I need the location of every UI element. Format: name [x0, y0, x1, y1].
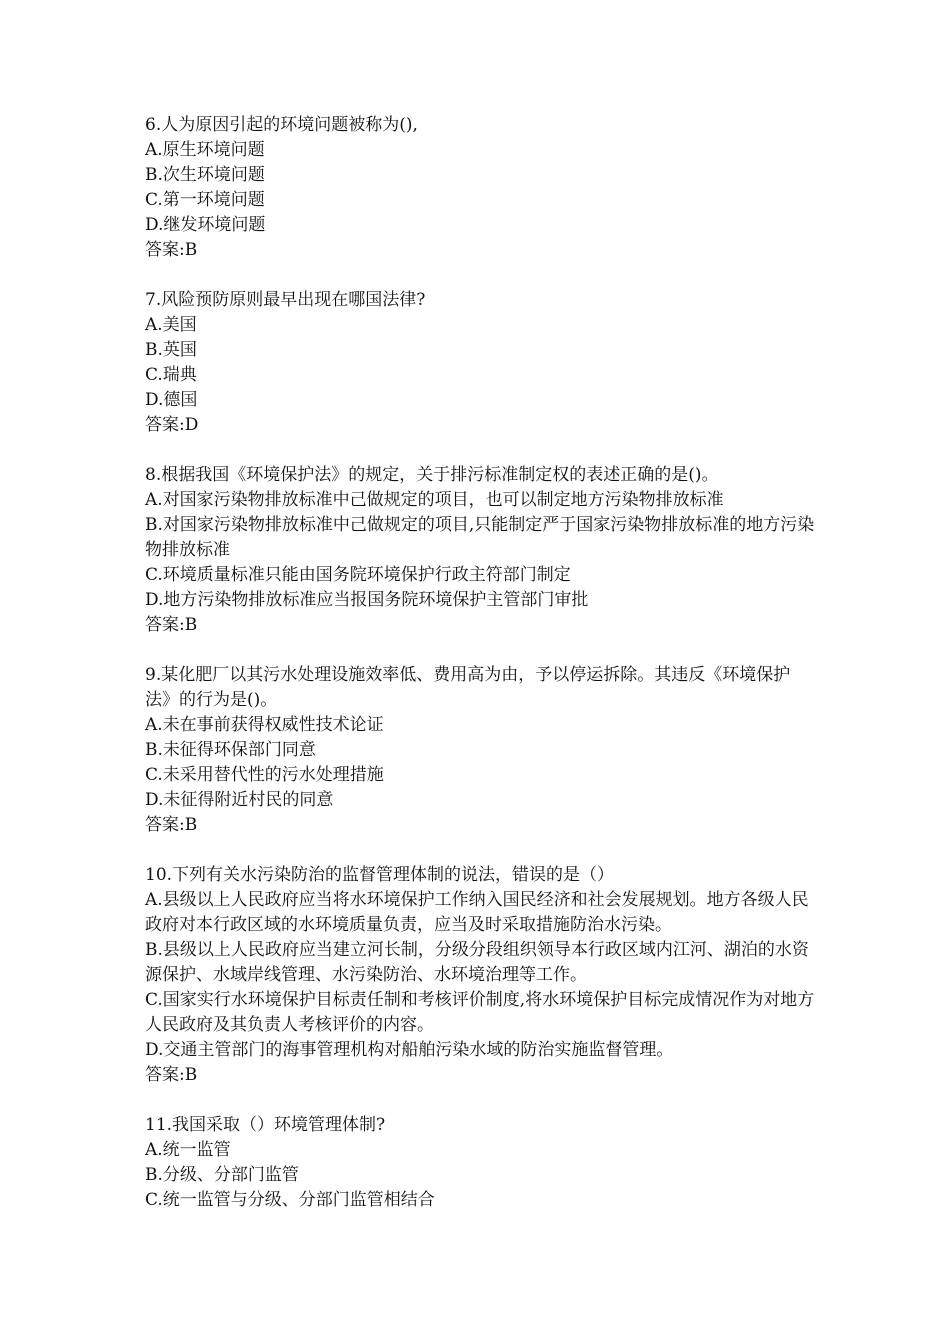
option-c: C.环境质量标准只能由国务院环境保护行政主符部门制定 [145, 565, 571, 585]
option-c: C.第一环境问题 [145, 190, 265, 210]
option-a: A.对国家污染物排放标准中己做规定的项目，也可以制定地方污染物排放标准 [145, 490, 724, 510]
question-stem: 8.根据我国《环境保护法》的规定，关于排污标准制定权的表述正确的是()。 [145, 465, 719, 485]
document-page [145, 113, 815, 1238]
option-a: A.未在事前获得权威性技术论证 [145, 715, 384, 735]
option-b: B.分级、分部门监管 [145, 1165, 299, 1185]
option-a: A.县级以上人民政府应当将水环境保护工作纳入国民经济和社会发展规划。地方各级人民政府对本行政区域的水环境质量负责，应当及时采取措施防治水污染。 [145, 890, 809, 935]
question-7 [145, 288, 815, 438]
option-b: B.对国家污染物排放标准中己做规定的项目,只能制定严于国家污染物排放标准的地方污染物排放标准 [145, 515, 815, 560]
answer: 答案:B [145, 1065, 198, 1085]
option-a: A.美国 [145, 315, 197, 335]
option-c: C.国家实行水环境保护目标责任制和考核评价制度,将水环境保护目标完成情况作为对地方人民政府及其负责人考核评价的内容。 [145, 990, 815, 1035]
question-8 [145, 463, 815, 638]
answer: 答案:B [145, 815, 198, 835]
option-c: C.统一监管与分级、分部门监管相结合 [145, 1190, 435, 1210]
option-d: D.交通主管部门的海事管理机构对船舶污染水域的防治实施监督管理。 [145, 1040, 674, 1060]
question-6 [145, 113, 815, 263]
question-10 [145, 863, 815, 1088]
option-a: A.统一监管 [145, 1140, 231, 1160]
answer: 答案:D [145, 415, 199, 435]
option-d: D.德国 [145, 390, 198, 410]
option-b: B.未征得环保部门同意 [145, 740, 316, 760]
question-11 [145, 1113, 815, 1213]
option-b: B.英国 [145, 340, 197, 360]
question-stem: 9.某化肥厂以其污水处理设施效率低、费用高为由，予以停运拆除。其违反《环境保护法》的行为是()。 [145, 665, 791, 710]
option-b: B.县级以上人民政府应当建立河长制，分级分段组织领导本行政区域内江河、湖泊的水资源保护、水域岸线管理、水污染防治、水环境治理等工作。 [145, 940, 809, 985]
option-c: C.瑞典 [145, 365, 197, 385]
option-d: D.未征得附近村民的同意 [145, 790, 334, 810]
option-b: B.次生环境问题 [145, 165, 265, 185]
answer: 答案:B [145, 240, 198, 260]
answer: 答案:B [145, 615, 198, 635]
question-9 [145, 663, 815, 838]
option-a: A.原生环境问题 [145, 140, 265, 160]
question-stem: 7.风险预防原则最早出现在哪国法律? [145, 290, 426, 310]
option-d: D.继发环境问题 [145, 215, 266, 235]
option-d: D.地方污染物排放标准应当报国务院环境保护主管部门审批 [145, 590, 589, 610]
option-c: C.未采用替代性的污水处理措施 [145, 765, 384, 785]
question-stem: 10.下列有关水污染防治的监督管理体制的说法，错误的是（） [145, 865, 615, 885]
question-stem: 11.我国采取（）环境管理体制? [145, 1115, 386, 1135]
question-stem: 6.人为原因引起的环境问题被称为(), [145, 115, 418, 135]
